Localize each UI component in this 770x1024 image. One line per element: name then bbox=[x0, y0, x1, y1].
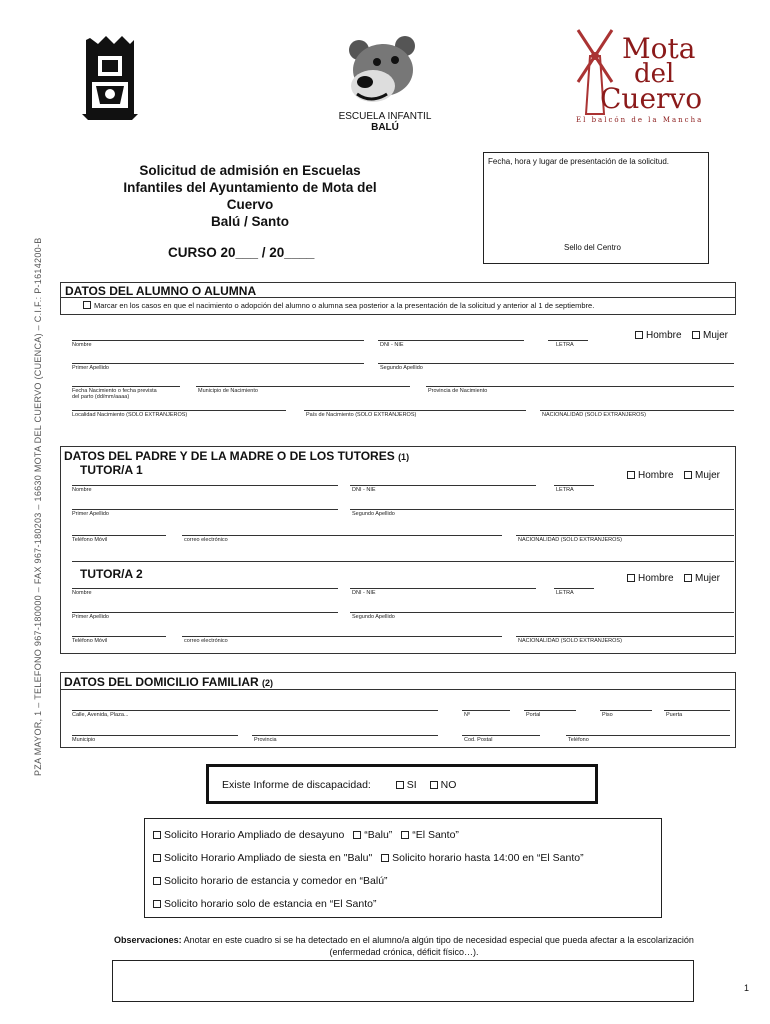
horario-comedor-checkbox[interactable] bbox=[153, 877, 161, 885]
horario-siesta-checkbox[interactable] bbox=[153, 854, 161, 862]
tutor2-mujer-option[interactable] bbox=[684, 573, 720, 584]
tutor1-nacionalidad-line[interactable] bbox=[516, 535, 734, 536]
horario-desayuno-option[interactable] bbox=[153, 829, 344, 841]
tutor2-nacionalidad-label: NACIONALIDAD (SOLO EXTRANJEROS) bbox=[518, 638, 622, 644]
form-title-line3: Cuervo bbox=[226, 197, 274, 212]
horario-estancia-label: Solicito horario solo de estancia en “El Santo” bbox=[164, 898, 377, 910]
alumno-localidad-nac-label: Localidad Nacimiento (SOLO EXTRANJEROS) bbox=[72, 412, 188, 418]
sidebar-address-text: PZA MAYOR, 1 – TELEFONO 967-180000 – FAX 967-180203 – 16630 MOTA DEL CUERVO (CUENCA) – C.I.F.: P-1614200-B bbox=[33, 237, 43, 776]
town-logo-tagline: El balcón de la Mancha bbox=[576, 116, 704, 124]
tutor1-title: TUTOR/A 1 bbox=[80, 463, 143, 477]
padres-section-title-note: (1) bbox=[398, 452, 410, 462]
padres-section-title bbox=[64, 449, 409, 463]
alumno-section-title: DATOS DEL ALUMNO O ALUMNA bbox=[65, 284, 257, 298]
stamp-box-label: Fecha, hora y lugar de presentación de la solicitud. bbox=[488, 157, 669, 166]
alumno-fecha-nac-label1: Fecha Nacimiento o fecha prevista bbox=[72, 388, 157, 394]
domicilio-section-title-text: DATOS DEL DOMICILIO FAMILIAR bbox=[64, 675, 259, 689]
discapacidad-no-label: NO bbox=[440, 779, 457, 791]
domicilio-provincia-label: Provincia bbox=[254, 737, 277, 743]
tutor1-nombre-label: Nombre bbox=[72, 487, 92, 493]
domicilio-puerta-line[interactable] bbox=[664, 710, 730, 711]
horario-14h-option[interactable] bbox=[381, 852, 583, 864]
alumno-mujer-checkbox[interactable] bbox=[692, 331, 700, 339]
domicilio-cod-postal-line[interactable] bbox=[462, 735, 540, 736]
horario-row-2 bbox=[153, 852, 584, 864]
domicilio-telefono-label: Teléfono bbox=[568, 737, 589, 743]
tutor2-letra-label: LETRA bbox=[556, 590, 574, 596]
domicilio-cod-postal-label: Cod. Postal bbox=[464, 737, 493, 743]
discapacidad-si-label: SI bbox=[406, 779, 417, 791]
horario-desayuno-santo-option[interactable] bbox=[401, 829, 459, 841]
tutor2-mujer-label: Mujer bbox=[695, 573, 721, 584]
domicilio-numero-label: Nº bbox=[464, 712, 470, 718]
discapacidad-row bbox=[222, 779, 456, 791]
tutor-separator bbox=[72, 561, 734, 562]
domicilio-title-rule bbox=[60, 689, 736, 690]
domicilio-calle-label: Calle, Avenida, Plaza... bbox=[72, 712, 129, 718]
alumno-section-header bbox=[60, 282, 736, 297]
tutor2-hombre-checkbox[interactable] bbox=[627, 574, 635, 582]
school-name-line2: BALÚ bbox=[371, 122, 399, 133]
form-title-line4: Balú / Santo bbox=[210, 214, 289, 229]
tutor1-hombre-option[interactable] bbox=[627, 470, 674, 481]
alumno-note-checkbox[interactable] bbox=[83, 301, 91, 309]
tutor2-title: TUTOR/A 2 bbox=[80, 567, 143, 581]
domicilio-calle-line[interactable] bbox=[72, 710, 438, 711]
tutor2-nombre-line[interactable] bbox=[72, 588, 338, 589]
discapacidad-no-option[interactable] bbox=[430, 779, 457, 791]
horario-desayuno-checkbox[interactable] bbox=[153, 831, 161, 839]
horario-desayuno-santo-label: “El Santo” bbox=[412, 829, 459, 841]
alumno-nacionalidad-label: NACIONALIDAD (SOLO EXTRANJEROS) bbox=[542, 412, 646, 418]
alumno-municipio-nac-label: Municipio de Nacimiento bbox=[198, 388, 258, 394]
tutor1-correo-label: correo electrónico bbox=[184, 537, 228, 543]
padres-section-title-text: DATOS DEL PADRE Y DE LA MADRE O DE LOS TUTORES bbox=[64, 449, 395, 463]
alumno-letra-label: LETRA bbox=[556, 342, 574, 348]
alumno-nombre-line[interactable] bbox=[72, 340, 364, 341]
tutor2-telefono-line[interactable] bbox=[72, 636, 166, 637]
tutor2-letra-line[interactable] bbox=[554, 588, 594, 589]
tutor2-telefono-label: Teléfono Móvil bbox=[72, 638, 108, 644]
horario-estancia-option[interactable] bbox=[153, 898, 376, 910]
alumno-municipio-nac-line[interactable] bbox=[196, 386, 410, 387]
horario-14h-checkbox[interactable] bbox=[381, 854, 389, 862]
tutor1-dni-label: DNI - NIE bbox=[352, 487, 376, 493]
horario-siesta-label: Solicito Horario Ampliado de siesta en "Balu" bbox=[164, 852, 373, 864]
tutor1-dni-line[interactable] bbox=[350, 485, 536, 486]
tutor1-segundo-apellido-label: Segundo Apellido bbox=[352, 511, 395, 517]
tutor2-hombre-label: Hombre bbox=[638, 573, 674, 584]
horarios-box bbox=[144, 818, 662, 918]
tutor1-telefono-label: Teléfono Móvil bbox=[72, 537, 108, 543]
alumno-hombre-checkbox[interactable] bbox=[635, 331, 643, 339]
horario-desayuno-santo-checkbox[interactable] bbox=[401, 831, 409, 839]
tutor1-primer-apellido-label: Primer Apellido bbox=[72, 511, 109, 517]
tutor1-mujer-checkbox[interactable] bbox=[684, 471, 692, 479]
observaciones-text: Anotar en este cuadro si se ha detectado en el alumno/a algún tipo de necesidad especial que pueda afectar a la escolarización bbox=[183, 935, 694, 945]
alumno-nacionalidad-line[interactable] bbox=[540, 410, 734, 411]
horario-desayuno-balu-option[interactable] bbox=[353, 829, 392, 841]
form-title bbox=[100, 162, 400, 230]
tutor1-mujer-label: Mujer bbox=[695, 470, 721, 481]
alumno-primer-apellido-line[interactable] bbox=[72, 363, 364, 364]
discapacidad-label: Existe Informe de discapacidad: bbox=[222, 779, 371, 791]
alumno-segundo-apellido-label: Segundo Apellido bbox=[380, 365, 423, 371]
bear-mascot-logo bbox=[343, 36, 427, 108]
domicilio-piso-line[interactable] bbox=[600, 710, 652, 711]
alumno-localidad-nac-line[interactable] bbox=[72, 410, 286, 411]
tutor1-hombre-checkbox[interactable] bbox=[627, 471, 635, 479]
tutor2-primer-apellido-line[interactable] bbox=[72, 612, 338, 613]
domicilio-puerta-label: Puerta bbox=[666, 712, 683, 718]
domicilio-section-title-note: (2) bbox=[262, 678, 274, 688]
tutor2-correo-label: correo electrónico bbox=[184, 638, 228, 644]
observaciones-text2: (enfermedad crónica, déficit físico…). bbox=[329, 947, 479, 957]
tutor2-nombre-label: Nombre bbox=[72, 590, 92, 596]
discapacidad-box bbox=[206, 764, 598, 804]
observaciones-line1 bbox=[64, 934, 744, 946]
tutor2-mujer-checkbox[interactable] bbox=[684, 574, 692, 582]
tutor1-hombre-label: Hombre bbox=[638, 470, 674, 481]
horario-14h-label: Solicito horario hasta 14:00 en “El Santo” bbox=[392, 852, 584, 864]
stamp-box bbox=[483, 152, 709, 264]
tutor1-letra-label: LETRA bbox=[556, 487, 574, 493]
domicilio-portal-line[interactable] bbox=[524, 710, 576, 711]
alumno-hombre-option[interactable] bbox=[635, 330, 682, 341]
tutor1-correo-line[interactable] bbox=[182, 535, 502, 536]
alumno-note-text: Marcar en los casos en que el nacimiento o adopción del alumno o alumna sea posterior a la presentación de la solicitud y anterior al 1 de septiembre. bbox=[94, 301, 595, 310]
horario-siesta-option[interactable] bbox=[153, 852, 372, 864]
crest-logo bbox=[80, 34, 140, 120]
tutor2-hombre-option[interactable] bbox=[627, 573, 674, 584]
horario-row-1 bbox=[153, 829, 459, 841]
domicilio-municipio-line[interactable] bbox=[72, 735, 238, 736]
tutor2-dni-line[interactable] bbox=[350, 588, 536, 589]
horario-desayuno-balu-label: “Balu” bbox=[364, 829, 393, 841]
tutor1-nacionalidad-label: NACIONALIDAD (SOLO EXTRANJEROS) bbox=[518, 537, 622, 543]
town-logo-mota: Mota bbox=[622, 32, 696, 65]
alumno-provincia-nac-label: Provincia de Nacimiento bbox=[428, 388, 488, 394]
alumno-fecha-nac-label2: del parto (dd/mm/aaaa) bbox=[72, 394, 130, 400]
horario-comedor-option[interactable] bbox=[153, 875, 388, 887]
tutor2-segundo-apellido-label: Segundo Apellido bbox=[352, 614, 395, 620]
tutor1-telefono-line[interactable] bbox=[72, 535, 166, 536]
alumno-segundo-apellido-line[interactable] bbox=[378, 363, 734, 364]
domicilio-section-title bbox=[64, 675, 273, 689]
domicilio-numero-line[interactable] bbox=[462, 710, 510, 711]
form-title-line1: Solicitud de admisión en Escuelas bbox=[139, 163, 361, 178]
domicilio-provincia-line[interactable] bbox=[252, 735, 438, 736]
form-title-line2: Infantiles del Ayuntamiento de Mota del bbox=[123, 180, 377, 195]
domicilio-telefono-line[interactable] bbox=[566, 735, 730, 736]
horario-desayuno-balu-checkbox[interactable] bbox=[353, 831, 361, 839]
tutor1-letra-line[interactable] bbox=[554, 485, 594, 486]
tutor1-mujer-option[interactable] bbox=[684, 470, 720, 481]
alumno-note bbox=[83, 301, 594, 310]
page-number: 1 bbox=[744, 983, 750, 993]
horario-estancia-checkbox[interactable] bbox=[153, 900, 161, 908]
tutor2-dni-label: DNI - NIE bbox=[352, 590, 376, 596]
school-name-line1: ESCUELA INFANTIL bbox=[338, 111, 432, 122]
tutor2-correo-line[interactable] bbox=[182, 636, 502, 637]
curso-field: CURSO 20___ / 20____ bbox=[168, 245, 315, 260]
alumno-hombre-label: Hombre bbox=[646, 330, 682, 341]
alumno-fecha-nac-line[interactable] bbox=[72, 386, 180, 387]
tutor2-nacionalidad-line[interactable] bbox=[516, 636, 734, 637]
observaciones-label: Observaciones: bbox=[114, 935, 182, 945]
town-logo-del: del bbox=[634, 59, 675, 89]
tutor1-primer-apellido-line[interactable] bbox=[72, 509, 338, 510]
observaciones-instructions bbox=[64, 934, 744, 958]
alumno-primer-apellido-label: Primer Apellido bbox=[72, 365, 109, 371]
alumno-pais-nac-label: País de Nacimiento (SOLO EXTRANJEROS) bbox=[306, 412, 417, 418]
discapacidad-si-checkbox[interactable] bbox=[396, 781, 404, 789]
alumno-dni-label: DNI - NIE bbox=[380, 342, 404, 348]
alumno-nombre-label: Nombre bbox=[72, 342, 92, 348]
domicilio-piso-label: Piso bbox=[602, 712, 613, 718]
tutor2-segundo-apellido-line[interactable] bbox=[350, 612, 734, 613]
discapacidad-si-option[interactable] bbox=[396, 779, 417, 791]
discapacidad-no-checkbox[interactable] bbox=[430, 781, 438, 789]
alumno-pais-nac-line[interactable] bbox=[304, 410, 526, 411]
alumno-dni-line[interactable] bbox=[378, 340, 524, 341]
tutor1-segundo-apellido-line[interactable] bbox=[350, 509, 734, 510]
domicilio-portal-label: Portal bbox=[526, 712, 541, 718]
horario-desayuno-label: Solicito Horario Ampliado de desayuno bbox=[164, 829, 345, 841]
alumno-note-row bbox=[60, 297, 736, 315]
alumno-mujer-label: Mujer bbox=[703, 330, 729, 341]
alumno-mujer-option[interactable] bbox=[692, 330, 728, 341]
alumno-provincia-nac-line[interactable] bbox=[426, 386, 734, 387]
town-logo-cuervo: Cuervo bbox=[600, 82, 703, 115]
alumno-letra-line[interactable] bbox=[548, 340, 588, 341]
horario-comedor-label: Solicito horario de estancia y comedor en “Balú” bbox=[164, 875, 388, 887]
domicilio-municipio-label: Municipio bbox=[72, 737, 96, 743]
stamp-box-seal: Sello del Centro bbox=[564, 243, 621, 252]
tutor1-nombre-line[interactable] bbox=[72, 485, 338, 486]
observaciones-textarea[interactable] bbox=[112, 960, 694, 1002]
tutor2-primer-apellido-label: Primer Apellido bbox=[72, 614, 109, 620]
